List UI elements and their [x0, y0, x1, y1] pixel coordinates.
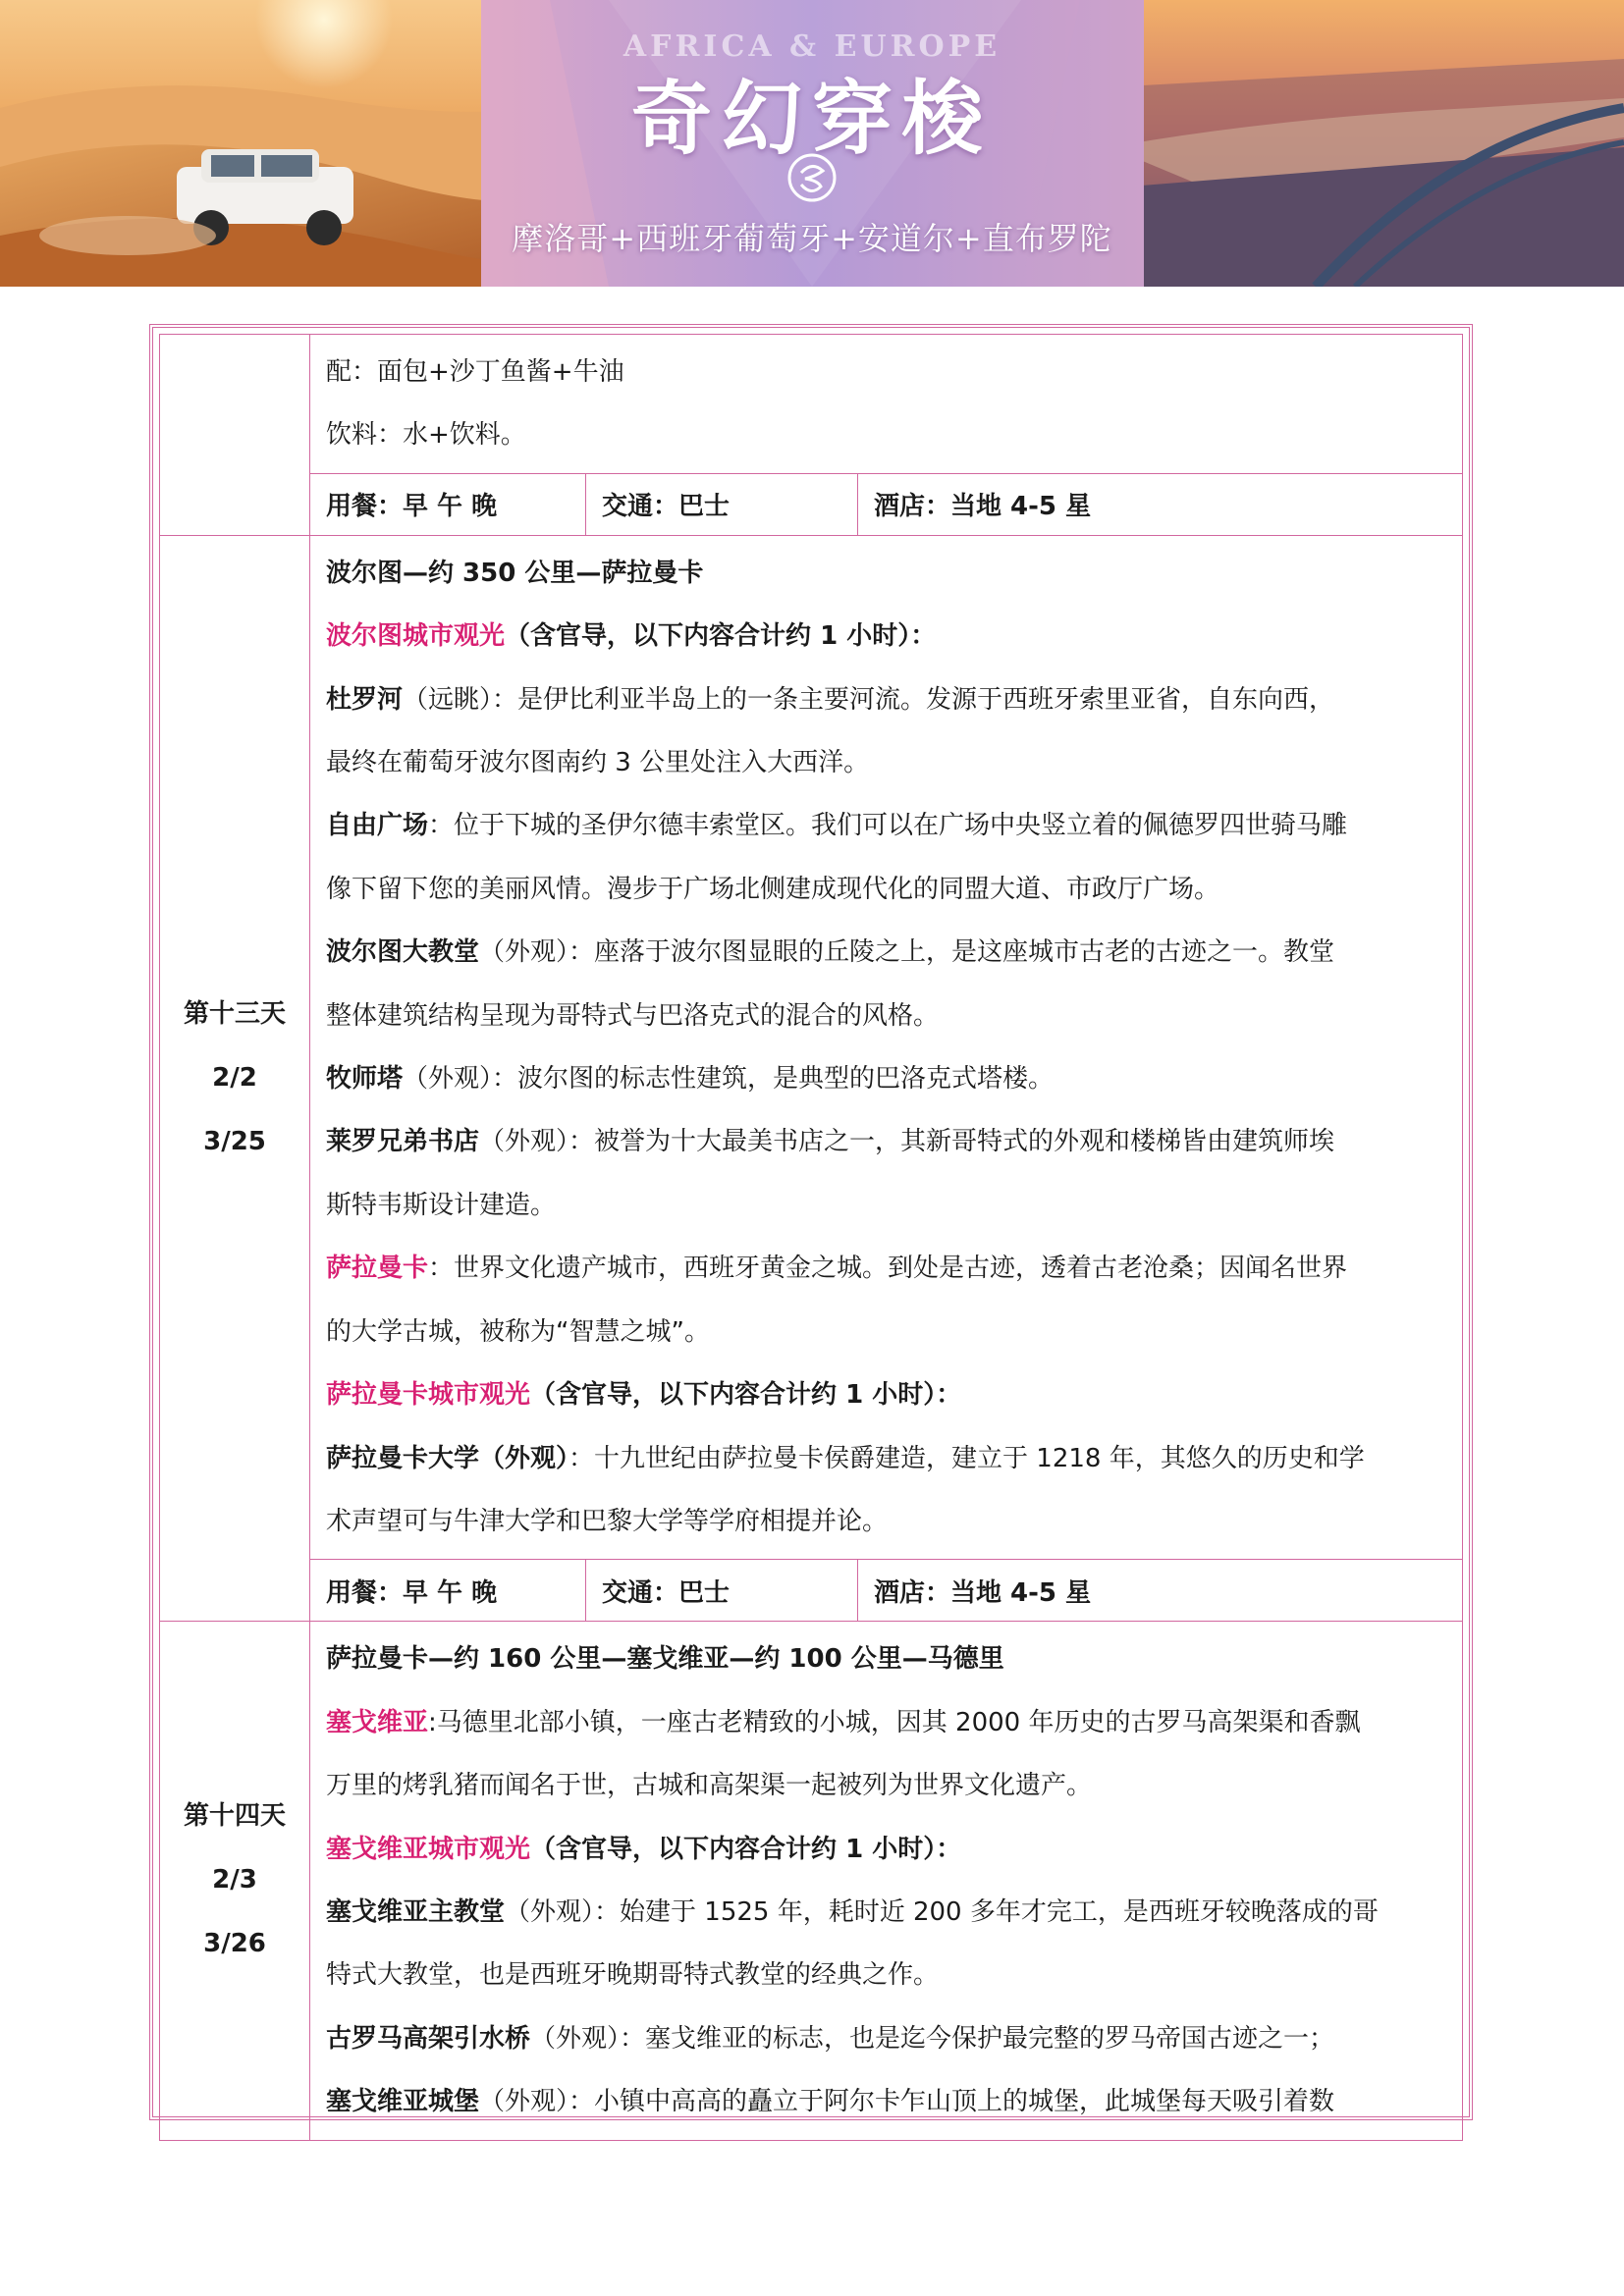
bold-text: 波尔图—约 350 公里—萨拉曼卡 — [326, 558, 704, 588]
day14-date2: 3/26 — [203, 1929, 266, 1959]
day13-meta-row — [160, 1560, 1463, 1622]
highlight-text: 塞戈维亚 — [326, 1707, 429, 1737]
day12-transport: 交通：巴士 — [586, 474, 858, 535]
body-text: 配：面包+沙丁鱼酱+牛油 — [326, 357, 624, 387]
itinerary-line — [326, 1944, 1462, 2006]
itinerary-line — [326, 1691, 1462, 1754]
itinerary-line — [326, 794, 1462, 857]
bold-text: 莱罗兄弟书店 — [326, 1127, 480, 1157]
body-text: 术声望可与牛津大学和巴黎大学等学府相提并论。 — [326, 1506, 889, 1536]
day13-meals: 用餐：早 午 晚 — [310, 1560, 586, 1621]
day12-label-cell — [160, 335, 310, 536]
banner-subtitle: 摩洛哥+西班牙葡萄牙+安道尔+直布罗陀 — [512, 220, 1112, 257]
itinerary-line — [326, 605, 1462, 667]
itinerary-line — [326, 1490, 1462, 1553]
bold-text: 萨拉曼卡—约 160 公里—塞戈维亚—约 100 公里—马德里 — [326, 1644, 1004, 1675]
itinerary-line — [326, 1427, 1462, 1490]
bold-text: （含官导，以下内容合计约 1 小时）： — [530, 1380, 962, 1411]
banner-title-chinese: 奇幻穿梭 — [630, 72, 993, 166]
itinerary-line — [326, 985, 1462, 1047]
banner-title-english: AFRICA & EUROPE — [623, 29, 1001, 64]
itinerary-line — [326, 731, 1462, 794]
itinerary-line — [326, 1818, 1462, 1881]
highlight-text: 塞戈维亚城市观光 — [326, 1834, 531, 1864]
itinerary-line — [326, 921, 1462, 984]
highlight-text: 萨拉曼卡 — [326, 1254, 429, 1284]
itinerary-line — [326, 542, 1462, 605]
bold-text: 自由广场 — [326, 811, 429, 841]
day14-date1: 2/3 — [212, 1865, 257, 1896]
body-text: （外观）：被誉为十大最美书店之一，其新哥特式的外观和楼梯皆由建筑师埃 — [479, 1127, 1335, 1157]
body-text: （远眺）：是伊比利亚半岛上的一条主要河流。发源于西班牙索里亚省，自东向西， — [403, 684, 1335, 715]
day12-meals: 用餐：早 午 晚 — [310, 474, 586, 535]
highlight-text: 波尔图城市观光 — [326, 621, 506, 652]
day14-content-row — [160, 1622, 1463, 2140]
bold-text: 杜罗河 — [326, 684, 404, 715]
day13-date1: 2/2 — [212, 1063, 257, 1094]
bold-text: （含官导，以下内容合计约 1 小时）： — [505, 621, 937, 652]
itinerary-line — [326, 1047, 1462, 1110]
day13-date2: 3/25 — [203, 1127, 266, 1157]
itinerary-line — [326, 668, 1462, 731]
day13-content — [310, 535, 1463, 1560]
day14-content — [310, 1622, 1463, 2140]
itinerary-line — [326, 1301, 1462, 1363]
day12-lines — [326, 341, 1462, 467]
day12-content — [310, 335, 1463, 474]
itinerary-line — [326, 1881, 1462, 1944]
day13-label: 第十三天 — [183, 999, 286, 1030]
bold-text: 塞戈维亚城堡 — [326, 2087, 480, 2117]
day13-label-cell — [160, 535, 310, 1622]
body-text: （外观）：波尔图的标志性建筑，是典型的巴洛克式塔楼。 — [403, 1064, 1055, 1095]
itinerary-line — [326, 403, 1462, 466]
body-text: 饮料：水+饮料。 — [326, 420, 526, 451]
bold-text: 波尔图大教堂 — [326, 937, 480, 968]
day13-lines — [326, 542, 1462, 1554]
itinerary-frame — [149, 324, 1473, 2120]
bold-text: 牧师塔 — [326, 1064, 404, 1095]
highlight-text: 萨拉曼卡城市观光 — [326, 1380, 531, 1411]
itinerary-line — [326, 1110, 1462, 1173]
body-text: :马德里北部小镇，一座古老精致的小城，因其 2000 年历史的古罗马高架渠和香飘 — [428, 1707, 1361, 1737]
header-banner — [0, 0, 1624, 287]
itinerary-line — [326, 1174, 1462, 1237]
itinerary-line — [326, 1754, 1462, 1817]
body-text: 万里的烤乳猪而闻名于世，古城和高架渠一起被列为世界文化遗产。 — [326, 1771, 1093, 1801]
body-text: 整体建筑结构呈现为哥特式与巴洛克式的混合的风格。 — [326, 1000, 940, 1031]
day12-content-row — [160, 335, 1463, 474]
body-text: （外观）：始建于 1525 年，耗时近 200 多年才完工，是西班牙较晚落成的哥 — [505, 1896, 1379, 1927]
body-text: 像下留下您的美丽风情。漫步于广场北侧建成现代化的同盟大道、市政厅广场。 — [326, 874, 1220, 904]
body-text: （外观）：小镇中高高的矗立于阿尔卡乍山顶上的城堡，此城堡每天吸引着数 — [479, 2087, 1335, 2117]
body-text: ：位于下城的圣伊尔德丰索堂区。我们可以在广场中央竖立着的佩德罗四世骑马雕 — [428, 811, 1348, 841]
itinerary-line — [326, 341, 1462, 403]
itinerary-line — [326, 1628, 1462, 1690]
body-text: 特式大教堂，也是西班牙晚期哥特式教堂的经典之作。 — [326, 1960, 940, 1991]
itinerary-line — [326, 2070, 1462, 2133]
swirl-logo-icon — [785, 151, 839, 204]
itinerary-line — [326, 2007, 1462, 2070]
day13-transport: 交通：巴士 — [586, 1560, 858, 1621]
bold-text: 萨拉曼卡大学（外观） — [326, 1443, 569, 1473]
itinerary-line — [326, 1363, 1462, 1426]
body-text: （外观）：塞戈维亚的标志，也是迄今保护最完整的罗马帝国古迹之一； — [530, 2023, 1335, 2054]
body-text: ：世界文化遗产城市，西班牙黄金之城。到处是古迹，透着古老沧桑；因闻名世界 — [428, 1254, 1348, 1284]
itinerary-line — [326, 858, 1462, 921]
day14-lines — [326, 1628, 1462, 2133]
bold-text: 古罗马高架引水桥 — [326, 2023, 531, 2054]
day12-meta-row — [160, 473, 1463, 535]
day14-label-cell — [160, 1622, 310, 2140]
body-text: ：十九世纪由萨拉曼卡侯爵建造，建立于 1218 年，其悠久的历史和学 — [568, 1443, 1365, 1473]
day13-content-row — [160, 535, 1463, 1560]
bold-text: （含官导，以下内容合计约 1 小时）： — [530, 1834, 962, 1864]
day12-hotel: 酒店：当地 4-5 星 — [874, 492, 1092, 522]
body-text: 斯特韦斯设计建造。 — [326, 1190, 557, 1220]
itinerary-line — [326, 1237, 1462, 1300]
body-text: （外观）：座落于波尔图显眼的丘陵之上，是这座城市古老的古迹之一。教堂 — [479, 937, 1335, 968]
day13-hotel: 酒店：当地 4-5 星 — [874, 1577, 1092, 1608]
itinerary-table — [159, 334, 1463, 2141]
day14-label: 第十四天 — [183, 1801, 286, 1832]
body-text: 的大学古城，被称为“智慧之城”。 — [326, 1316, 710, 1347]
bold-text: 塞戈维亚主教堂 — [326, 1896, 506, 1927]
body-text: 最终在葡萄牙波尔图南约 3 公里处注入大西洋。 — [326, 748, 870, 778]
